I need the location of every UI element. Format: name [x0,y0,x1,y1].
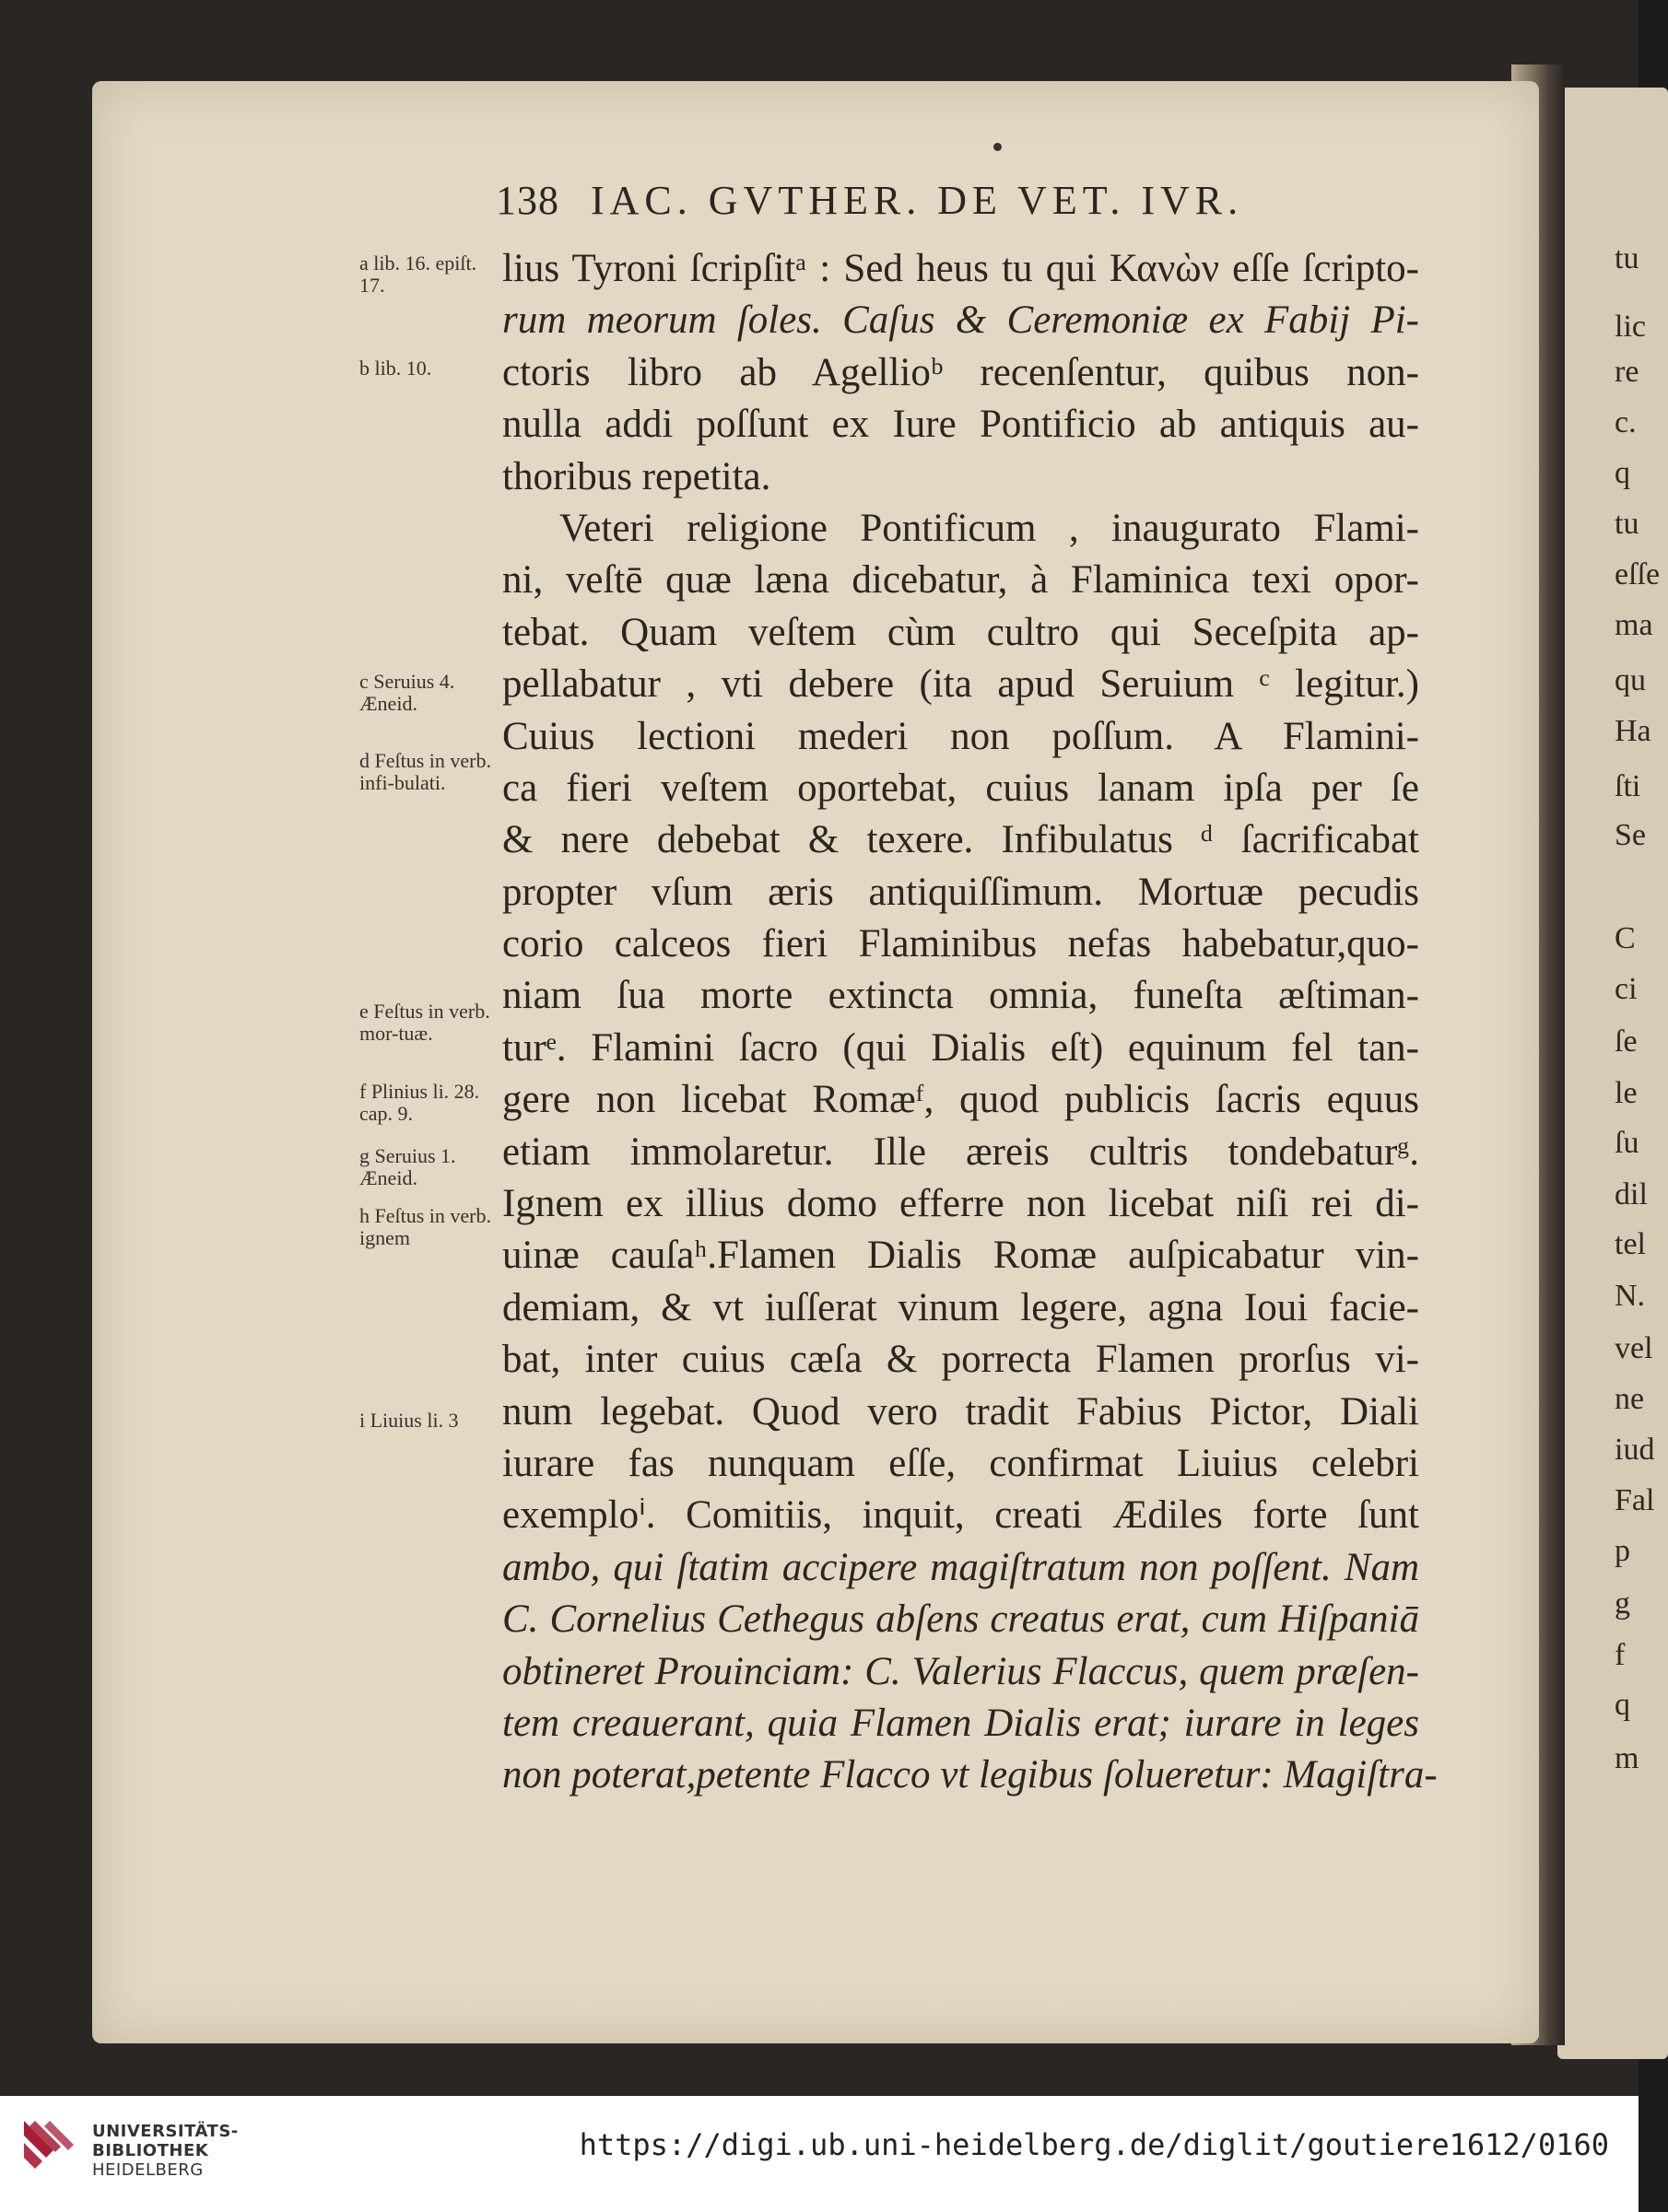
text-line: gere non licebat Romæᶠ, quod publicis ſacris equus [502,1078,1419,1122]
text-line: exemploⁱ. Comitiis, inquit, creati Ædiles forte ſunt [502,1493,1419,1538]
text-line: tem creauerant, quia Flamen Dialis erat; iurare in leges [502,1701,1419,1745]
facing-fragment: q [1615,456,1630,490]
facing-fragment: ma [1615,608,1653,642]
text-line: tebat. Quam veſtem cùm cultro qui Seceſpita ap- [502,610,1419,654]
facing-page [1557,88,1668,2059]
facing-fragment: le [1615,1076,1638,1110]
text-line: lius Tyroni ſcripſitᵃ : Sed heus tu qui Κανὼν eſſe ſcripto- [502,247,1419,290]
text-line: thoribus repetita. [502,454,771,498]
facing-fragment: p [1615,1534,1630,1568]
margin-note: f Plinius li. 28. cap. 9. [359,1080,480,1125]
facing-fragment: eſſe [1615,557,1661,591]
facing-fragment: Ha [1615,714,1651,748]
institution-line: UNIVERSITÄTS- [92,2122,239,2141]
margin-note: i Liuius li. 3 [359,1409,459,1432]
facing-fragment: tu [1615,241,1639,275]
facing-fragment: Fal [1615,1483,1655,1517]
text-line: bat, inter cuius cæſa & porrecta Flamen prorſus vi- [502,1338,1419,1382]
text-line: iurare fas nunquam eſſe, confirmat Liuius celebri [502,1441,1419,1485]
facing-fragment: ſu [1615,1126,1639,1160]
facing-fragment: tel [1615,1227,1646,1261]
permalink-url[interactable]: https://digi.ub.uni-heidelberg.de/diglit/goutiere1612/0160 [579,2127,1609,2162]
text-line: etiam immolaretur. Ille æreis cultris tondebaturᵍ. [502,1129,1419,1174]
margin-note: g Seruius 1. Æneid. [359,1144,456,1189]
facing-fragment: iud [1615,1433,1655,1467]
margin-note: a lib. 16. epiſt. 17. [359,252,477,297]
facing-fragment: f [1615,1638,1626,1672]
facing-fragment: c. [1615,405,1637,439]
text-line: Cuius lectioni mederi non poſſum. A Flamini- [502,714,1419,758]
text-line: uinæ cauſaʰ.Flamen Dialis Romæ auſpicabatur vin- [502,1234,1419,1278]
running-header [496,177,1417,232]
text-line: obtineret Prouinciam: C. Valerius Flaccus, quem præſen- [502,1649,1419,1693]
margin-note: b lib. 10. [359,357,432,380]
facing-fragment: lic [1615,310,1646,344]
facing-fragment: ci [1615,972,1638,1006]
ornament-dot [993,143,1002,151]
text-line: propter vſum æris antiquiſſimum. Mortuæ pecudis [502,870,1419,914]
text-line: non poterat,petente Flacco vt legibus ſolueretur: Magiſtra- [502,1753,1438,1797]
text-line: ctoris libro ab Agellioᵇ recenſentur, quibus non- [502,350,1419,394]
facing-fragment: q [1615,1688,1630,1722]
facing-fragment: N. [1615,1279,1646,1313]
facing-fragment: tu [1615,507,1639,541]
margin-note: h Feſtus in verb. ignem [359,1204,491,1249]
text-line: nulla addi poſſunt ex Iure Pontificio ab antiquis au- [502,403,1419,447]
institution-name [92,2122,239,2180]
facing-fragment: re [1615,355,1639,389]
text-line: corio calceos fieri Flaminibus nefas habebatur,quo- [502,922,1419,966]
text-line: pellabatur , vti debere (ita apud Seruium ᶜ legitur.) [502,662,1419,707]
institution-line: HEIDELBERG [92,2160,204,2180]
body-text [502,243,1438,1802]
text-line: Veteri religione Pontificum , inaugurato Flami- [559,506,1419,550]
facing-fragment: dil [1615,1177,1648,1211]
facing-fragment: ne [1615,1382,1645,1416]
facing-fragment: qu [1615,663,1646,697]
facing-fragment: Se [1615,818,1646,852]
university-library-logo [18,2115,83,2180]
facing-fragment: vel [1615,1331,1653,1365]
facing-fragment: g [1615,1586,1630,1621]
facing-fragment: ſti [1615,769,1641,803]
facing-fragment: C [1615,921,1636,955]
text-line: ni, veſtē quæ læna dicebatur, à Flaminica texi opor- [502,558,1419,603]
facing-fragment: ſe [1615,1024,1638,1059]
text-line: num legebat. Quod vero tradit Fabius Pictor, Diali [502,1389,1419,1434]
running-title: IAC. GVTHER. DE VET. IVR. [591,178,1244,223]
facing-fragment: m [1615,1741,1639,1775]
text-line: turᵉ. Flamini ſacro (qui Dialis eſt) equinum fel tan- [502,1025,1419,1070]
text-line: & nere debebat & texere. Infibulatus ᵈ ſacrificabat [502,818,1419,862]
text-line: ambo, qui ſtatim accipere magiſtratum non poſſent. Nam [502,1545,1419,1589]
margin-note: d Feſtus in verb. infi-bulati. [359,749,491,794]
text-line: demiam, & vt iuſſerat vinum legere, agna Ioui facie- [502,1285,1419,1329]
margin-note: e Feſtus in verb. mor-tuæ. [359,1000,490,1045]
margin-note: c Seruius 4. Æneid. [359,670,455,715]
text-line: C. Cornelius Cethegus abſens creatus erat, cum Hiſpaniā [502,1598,1419,1642]
institution-line: BIBLIOTHEK [92,2141,209,2160]
page-number: 138 [496,178,559,223]
text-line: niam ſua morte extincta omnia, funeſta æſtiman- [502,974,1419,1018]
text-line: rum meorum ſoles. Caſus & Ceremoniæ ex Fabij Pi- [502,298,1419,343]
text-line: ca fieri veſtem oportebat, cuius lanam ipſa per ſe [502,766,1419,810]
text-line: Ignem ex illius domo efferre non licebat niſi rei di- [502,1182,1419,1226]
